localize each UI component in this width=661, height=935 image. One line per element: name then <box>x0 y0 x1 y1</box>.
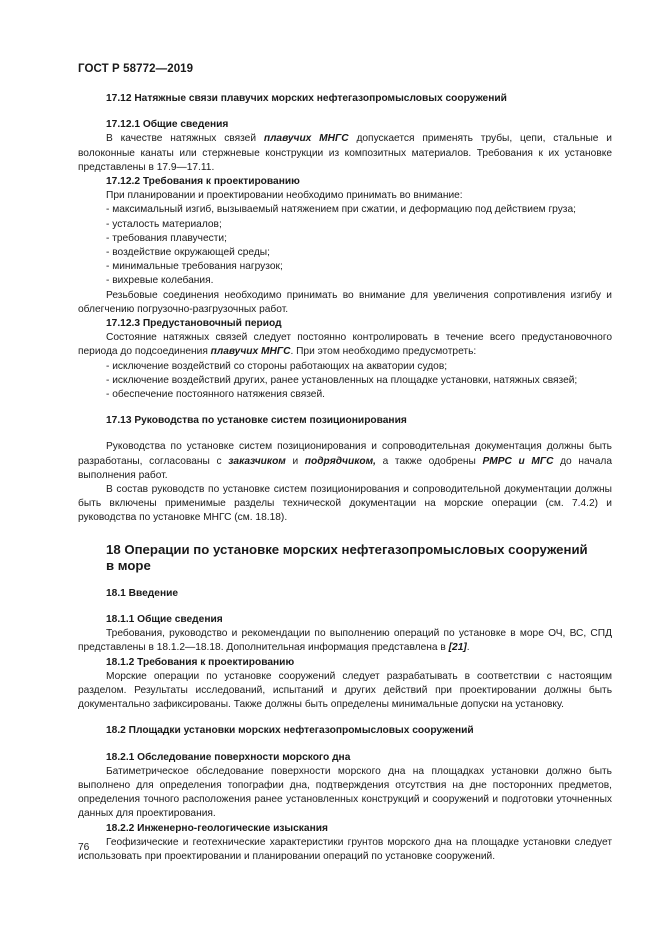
term-contractor: подрядчиком, <box>304 455 376 467</box>
chapter-heading-18: 18 Операции по установке морских нефтегазопромысловых сооружений в море <box>106 541 588 574</box>
list-item: - воздействие окружающей среды; <box>106 247 270 259</box>
paragraph-17-12-3: Состояние натяжных связей следует постоянно контролировать в течение всего предустановочного периода до подсоединения плавучих МНГС. При этом необходимо предусмотреть: <box>78 332 612 358</box>
list-item: - обеспечение постоянного натяжения связей. <box>106 389 325 401</box>
paragraph-17-13-1: Руководства по установке систем позиционирования и сопроводительная документация должны быть разработаны, согласованы с заказчиком и подрядчиком, а также одобрены РМРС и МГС до начала выполнения работ. <box>78 441 612 481</box>
term-floating-mngs: плавучих МНГС <box>210 346 291 358</box>
list-item: - усталость материалов; <box>106 218 222 230</box>
paragraph-17-12-2-threads: Резьбовые соединения необходимо принимать во внимание для увеличения сопротивления изгибу и облегчению погрузочно-разгрузочных работ. <box>78 289 612 315</box>
subsection-heading-18-1-1: 18.1.1 Общие сведения <box>106 613 223 625</box>
list-item: - требования плавучести; <box>106 232 227 244</box>
section-heading-17-12: 17.12 Натяжные связи плавучих морских нефтегазопромысловых сооружений <box>106 93 507 104</box>
subsection-heading-17-12-1: 17.12.1 Общие сведения <box>106 119 229 131</box>
term-rmrs-mgs: РМРС и МГС <box>482 455 554 467</box>
paragraph-18-1-1: Требования, руководство и рекомендации по выполнению операций по установке в море ОЧ, ВС, СПД представлены в 18.1.2—18.18. Дополнительная информация представлена в [21]. <box>78 628 612 654</box>
paragraph-18-2-2: Геофизические и геотехнические характеристики грунтов морского дна на площадке установки следует использовать при проектировании и планировании операций по установке сооружений. <box>78 836 612 862</box>
list-item: - исключение воздействий со стороны работающих на акватории судов; <box>106 360 448 372</box>
document-header: ГОСТ Р 58772—2019 <box>78 63 194 75</box>
list-item: - исключение воздействий других, ранее установленных на площадке установки, натяжных связей; <box>106 374 578 386</box>
subsection-heading-18-2-2: 18.2.2 Инженерно-геологические изыскания <box>106 822 328 834</box>
list-item: - минимальные требования нагрузок; <box>106 261 283 273</box>
subsection-heading-17-12-2: 17.12.2 Требования к проектированию <box>106 176 300 188</box>
paragraph-17-12-2-intro: При планировании и проектировании необходимо принимать во внимание: <box>106 190 463 202</box>
list-item: - максимальный изгиб, вызываемый натяжением при сжатии, и деформацию под действием груза; <box>106 204 576 216</box>
page-number: 76 <box>78 842 90 853</box>
section-heading-17-13: 17.13 Руководства по установке систем позиционирования <box>106 415 407 427</box>
document-body <box>78 92 612 864</box>
paragraph-18-1-2: Морские операции по установке сооружений следует разрабатывать в соответствии с настоящим разделом. Результаты исследований, испытаний и других действий при проектировании должны быть документально зафиксированы. Также должны быть определены минимальные допуски на установку. <box>78 670 612 711</box>
subsection-heading-18-1-2: 18.1.2 Требования к проектированию <box>106 656 295 668</box>
list-item: - вихревые колебания. <box>106 275 214 287</box>
paragraph-17-12-1: В качестве натяжных связей плавучих МНГС допускается применять трубы, цепи, стальные и волоконные канаты или стержневые конструкции из композитных материалов. Требования к их установке представлены в 17.9—17.11. <box>78 133 612 173</box>
subsection-heading-18-2-1: 18.2.1 Обследование поверхности морского дна <box>106 751 351 763</box>
section-heading-18-1: 18.1 Введение <box>106 587 179 599</box>
paragraph-17-13-2: В состав руководств по установке систем позиционирования и сопроводительной документации должны быть включены применимые разделы технической документации на морские операции (см. 7.4.2) и руководства по установке МНГС (см. 18.18). <box>78 484 612 524</box>
paragraph-18-2-1: Батиметрическое обследование поверхности морского дна на площадках установки должно быть выполнено для определения топографии дна, подтверждения отсутствия на дне посторонних предметов, определения точного расположения ранее установленных конструкций и сооружений и подготовки уточненных данных для проектирования. <box>78 765 612 820</box>
reference-21: [21] <box>448 642 467 654</box>
term-floating-mngs: плавучих МНГС <box>263 133 349 145</box>
term-customer: заказчиком <box>228 455 286 467</box>
subsection-heading-17-12-3: 17.12.3 Предустановочный период <box>106 318 282 330</box>
section-heading-18-2: 18.2 Площадки установки морских нефтегазопромысловых сооружений <box>106 725 474 737</box>
